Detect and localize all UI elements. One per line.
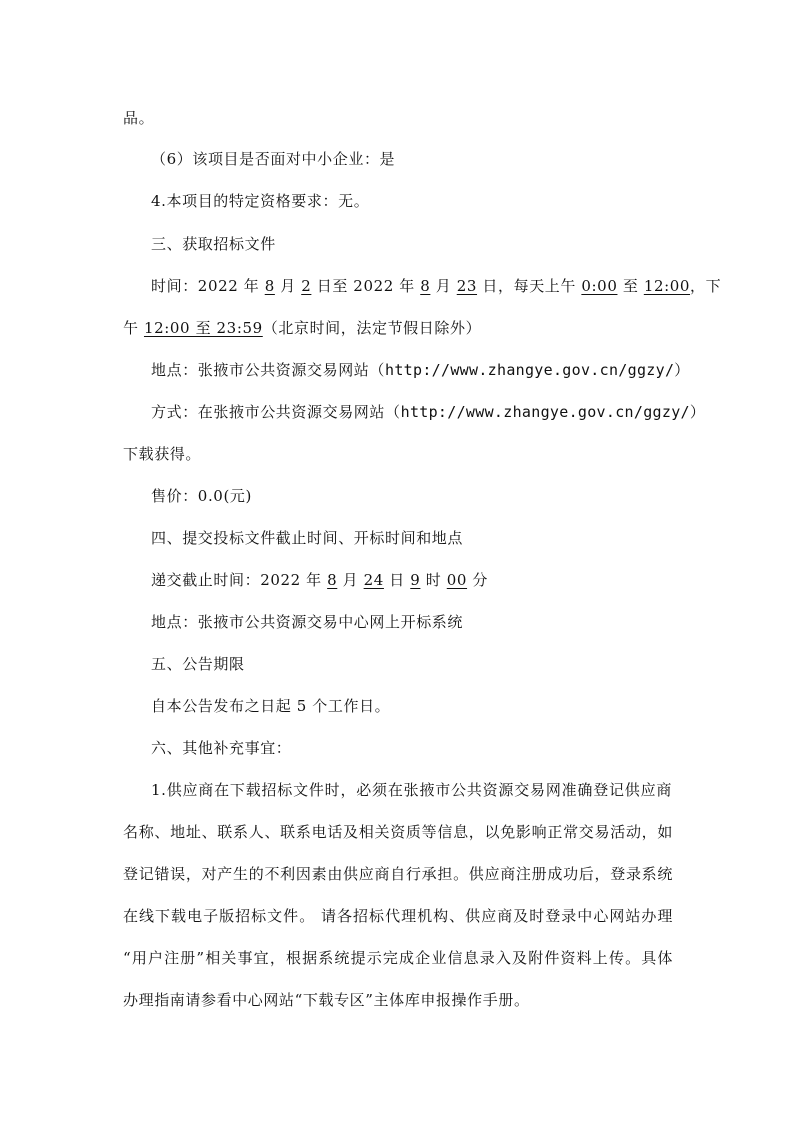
section-heading-obtain-docs: 三、获取招标文件 bbox=[151, 235, 276, 253]
paragraph-line: 办理指南请参看中心网站“下载专区”主体库申报操作手册。 bbox=[123, 991, 530, 1009]
day-value: 23 bbox=[456, 277, 478, 295]
time-text: 日至 2022 年 bbox=[311, 277, 421, 295]
deadline-text: 月 bbox=[337, 571, 364, 589]
continued-text: 品。 bbox=[123, 109, 155, 127]
location-text: ） bbox=[674, 361, 690, 379]
qualification-item: 4.本项目的特定资格要求：无。 bbox=[151, 192, 370, 210]
time-text: 月 bbox=[430, 277, 457, 295]
time-text: ，下 bbox=[690, 277, 722, 295]
time-text: 至 bbox=[617, 277, 644, 295]
location-line bbox=[151, 360, 690, 380]
paragraph-line: 名称、地址、联系人、联系电话及相关资质等信息，以免影响正常交易活动，如 bbox=[123, 823, 673, 841]
month-value: 8 bbox=[420, 277, 431, 295]
method-line-continued: 下载获得。 bbox=[123, 445, 202, 463]
deadline-line bbox=[151, 570, 488, 590]
location-text: 地点：张掖市公共资源交易网站（ bbox=[151, 361, 386, 379]
method-line bbox=[151, 402, 705, 422]
day-value: 2 bbox=[301, 277, 312, 295]
method-text: 方式：在张掖市公共资源交易网站（ bbox=[151, 403, 401, 421]
am-start-time: 0:00 bbox=[581, 277, 618, 295]
section-heading-deadline: 四、提交投标文件截止时间、开标时间和地点 bbox=[151, 529, 464, 547]
deadline-text: 时 bbox=[420, 571, 447, 589]
time-line-continued bbox=[123, 318, 481, 338]
paragraph-line: 1.供应商在下载招标文件时，必须在张掖市公共资源交易网准确登记供应商 bbox=[151, 781, 672, 799]
am-end-time: 12:00 bbox=[643, 277, 691, 295]
method-text: ） bbox=[689, 403, 706, 421]
website-link[interactable]: http://www.zhangye.gov.cn/ggzy/ bbox=[385, 361, 675, 379]
opening-location-line: 地点：张掖市公共资源交易中心网上开标系统 bbox=[151, 613, 464, 631]
website-link[interactable]: http://www.zhangye.gov.cn/ggzy/ bbox=[400, 403, 690, 421]
time-text: 日，每天上午 bbox=[477, 277, 582, 295]
pm-time-range: 12:00 至 23:59 bbox=[143, 319, 263, 337]
paragraph-line: 登记错误，对产生的不利因素由供应商自行承担。供应商注册成功后，登录系统 bbox=[123, 865, 673, 883]
paragraph-line: “用户注册”相关事宜，根据系统提示完成企业信息录入及附件资料上传。具体 bbox=[123, 949, 673, 967]
sme-item: （6）该项目是否面对中小企业：是 bbox=[151, 150, 396, 168]
time-note: （北京时间，法定节假日除外） bbox=[262, 319, 482, 337]
section-heading-period: 五、公告期限 bbox=[151, 655, 245, 673]
month-value: 8 bbox=[327, 571, 338, 589]
section-heading-other: 六、其他补充事宜： bbox=[151, 739, 292, 757]
deadline-text: 递交截止时间：2022 年 bbox=[151, 571, 328, 589]
time-text: 时间：2022 年 bbox=[151, 277, 265, 295]
time-text: 午 bbox=[123, 319, 144, 337]
time-text: 月 bbox=[274, 277, 302, 295]
month-value: 8 bbox=[264, 277, 275, 295]
hour-value: 9 bbox=[410, 571, 421, 589]
minute-value: 00 bbox=[446, 571, 468, 589]
time-line bbox=[151, 276, 721, 296]
period-line: 自本公告发布之日起 5 个工作日。 bbox=[151, 697, 391, 715]
deadline-text: 分 bbox=[467, 571, 489, 589]
day-value: 24 bbox=[363, 571, 384, 589]
paragraph-line: 在线下载电子版招标文件。 请各招标代理机构、供应商及时登录中心网站办理 bbox=[123, 907, 673, 925]
price-line: 售价：0.0(元) bbox=[151, 487, 252, 505]
deadline-text: 日 bbox=[383, 571, 411, 589]
